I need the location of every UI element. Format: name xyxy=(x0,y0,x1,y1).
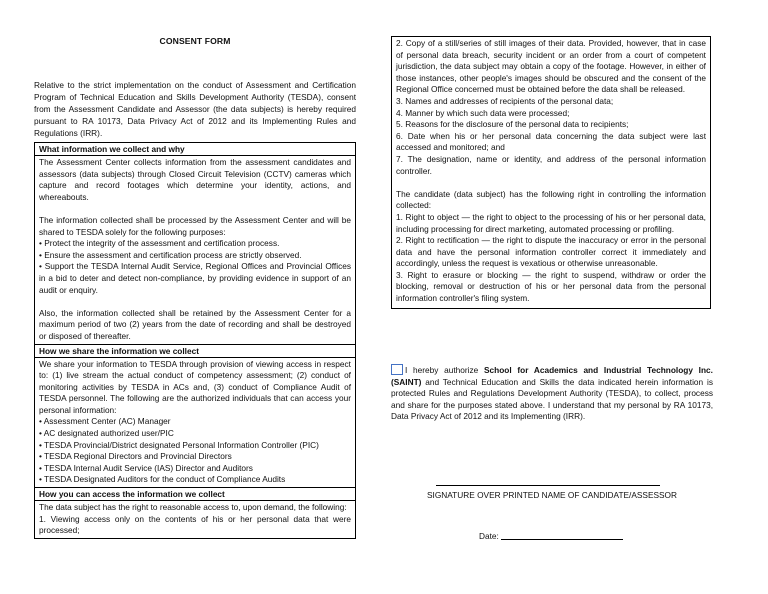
collect-bullet: • Ensure the assessment and certification process are strictly observed. xyxy=(39,249,302,260)
section-heading-access: How you can access the information we collect xyxy=(35,488,355,501)
collect-bullet: • Support the TESDA Internal Audit Service, Regional Offices and Provincial Offices in a bid to deter and detect non-compliance, by providing evidence in support of an audit or enquiry. xyxy=(39,261,351,295)
collect-paragraph-1: The Assessment Center collects information from the assessment candidates and assessors (data subjects) through Closed Circuit Television (CCTV) cameras which capture and record footages which determine your identity, actions, and whereabouts. xyxy=(39,157,351,202)
page-title: CONSENT FORM xyxy=(159,36,231,46)
consent-post: and Technical Education and Skills the data indicated herein information is protected Rules and Regulations Development Authority (TESDA), to collect, process and share for the purposes stated above. I understand that my personal by RA 10173, Data Privacy Act of 2012 and its Implementing (IRR). xyxy=(391,376,713,422)
access-item: 2. Copy of a still/series of still images of their data. Provided, however, that in case of personal data breach, security incident or an order from a court of competent jurisdiction, the data subject may obtain a copy of the footage. However, in either of those instances, other people's images should be obscured and the consent of the Regional Office concerned must be obtained before the data shall be released. xyxy=(396,38,706,95)
rights-item: 2. Right to rectification — the right to dispute the inaccuracy or error in the personal data and have the personal information controller correct it immediately and accordingly, unless the request is vexatious or otherwise unreasonable. xyxy=(396,235,706,269)
share-bullet: • AC designated authorized user/PIC xyxy=(39,428,174,439)
rights-intro: The candidate (data subject) has the following right in controlling the information collected: xyxy=(396,188,706,211)
consent-statement xyxy=(391,364,713,423)
date-field xyxy=(479,531,623,541)
signature-line[interactable] xyxy=(436,485,660,486)
access-item: 4. Manner by which such data were processed; xyxy=(396,107,570,118)
access-item: 3. Names and addresses of recipients of the personal data; xyxy=(396,95,614,106)
share-paragraph-1: We share your information to TESDA through provision of viewing access in respect to: (1) live stream the actual conduct of competency assessment; (2) conduct of monitoring activities by TESDA in ACs and, (3) conduct of Compliance Audit of TESDA personnel. The following are the authorized individuals that can access your personal information: xyxy=(39,358,351,415)
intro-paragraph: Relative to the strict implementation on the conduct of Assessment and Certification Program of Technical Education and Skills Development Authority (TESDA), consent from the Assessment Candidate and Assessor (the data subjects) is hereby required pursuant to RA 10173, Data Privacy Act of 2012 and its Implementing Rules and Regulations (IRR). xyxy=(34,80,356,138)
rights-item: 3. Right to erasure or blocking — the right to suspend, withdraw or order the blocking, removal or destruction of his or her personal data from the personal information controller's filing system. xyxy=(396,269,706,304)
section-body-access xyxy=(35,501,355,538)
rights-item: 1. Right to object — the right to object to the processing of his or her personal data, including processing for direct marketing, automated processing or profiling. xyxy=(396,211,706,234)
consent-pre: I hereby authorize xyxy=(405,365,485,375)
collect-paragraph-3: Also, the information collected shall be retained by the Assessment Center for a maximum period of two (2) years from the date of recording and shall be destroyed or disposed of thereafter. xyxy=(39,307,351,341)
share-bullet: • Assessment Center (AC) Manager xyxy=(39,416,171,427)
date-line[interactable] xyxy=(501,539,623,540)
access-paragraph-2: 1. Viewing access only on the contents of his or her personal data that were processed; xyxy=(39,513,351,536)
access-item: 7. The designation, name or identity, and address of the personal information controller. xyxy=(396,153,706,176)
share-bullet: • TESDA Internal Audit Service (IAS) Director and Auditors xyxy=(39,462,253,473)
right-column-box xyxy=(391,36,711,309)
access-item: 6. Date when his or her personal data concerning the data subject were last accessed and monitored; and xyxy=(396,130,706,153)
signature-label: SIGNATURE OVER PRINTED NAME OF CANDIDATE/ASSESSOR xyxy=(426,490,678,500)
collect-paragraph-2: The information collected shall be processed by the Assessment Center and will be shared to TESDA solely for the following purposes: xyxy=(39,214,351,237)
left-column xyxy=(34,36,356,539)
consent-checkbox[interactable] xyxy=(391,364,403,375)
section-body-share xyxy=(35,358,355,489)
section-heading-collect: What information we collect and why xyxy=(35,143,355,156)
sections-table xyxy=(34,142,356,539)
date-label: Date: xyxy=(479,531,499,541)
consent-school: School for Academics and Industrial Technology Inc. (SAINT) xyxy=(391,365,713,387)
access-item: 5. Reasons for the disclosure of the personal data to recipients; xyxy=(396,119,629,130)
share-bullet: • TESDA Designated Auditors for the conduct of Compliance Audits xyxy=(39,474,286,485)
share-bullet: • TESDA Regional Directors and Provincial Directors xyxy=(39,451,232,462)
section-heading-share: How we share the information we collect xyxy=(35,345,355,358)
share-bullet: • TESDA Provincial/District designated Personal Information Controller (PIC) xyxy=(39,439,319,450)
collect-bullet: • Protect the integrity of the assessment and certification process. xyxy=(39,238,280,249)
section-body-collect xyxy=(35,156,355,345)
access-paragraph-1: The data subject has the right to reasonable access to, upon demand, the following: xyxy=(39,502,347,513)
